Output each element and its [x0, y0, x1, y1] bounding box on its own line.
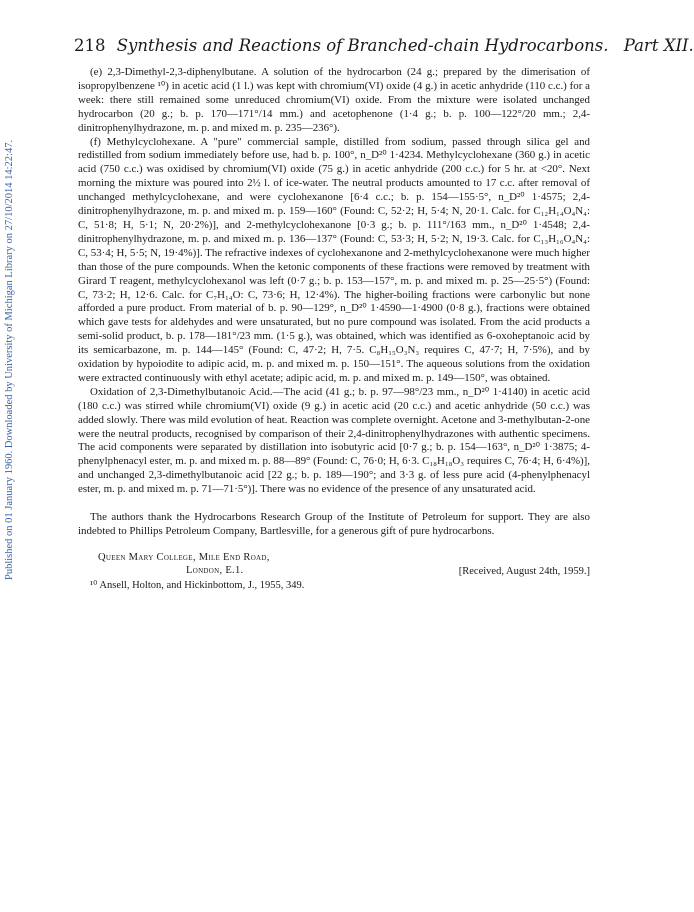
- running-title: Synthesis and Reactions of Branched-chain Hydrocarbons.: [116, 36, 609, 55]
- part-label: Part XII.: [623, 36, 694, 55]
- paragraph-dimethylbutanoic-acid-oxidation: Oxidation of 2,3-Dimethylbutanoic Acid.—The acid (41 g.; b. p. 97—98°/23 mm., n_D²⁰ 1·4140) in acetic acid (180 c.c.) was stirred while chromium(VI) oxide (9 g.) in acetic acid (20 c.c.) and acetic anhydride (50 c.c.) was added slowly. There was mild evolution of heat. Reaction was complete overnight. Acetone and 3-methylbutan-2-one were the neutral products, recognised by comparison of their 2,4-dinitrophenylhydrazones with authentic specimens. The acid components were separated by distillation into isobutyric acid [0·7 g.; b. p. 154—163°, n_D²⁰ 1·3875; 4-phenylphenacyl ester, m. p. and mixed m. p. 88—89° (Found: C, 76·0; H, 6·3. C₁₈H₁₈O₃ requires C, 76·4; H, 6·4%)], and unchanged 2,3-dimethylbutanoic acid [22 g.; b. p. 189—190°; and 3·3 g. of less pure acid (4-phenylphenacyl ester, m. p. and mixed m. p. 71—71·5°)]. There was no evidence of the presence of any unsaturated acid.: [78, 385, 590, 496]
- page-number: 218: [74, 36, 106, 55]
- acknowledgements: The authors thank the Hydrocarbons Research Group of the Institute of Petroleum for support. They are also indebted to Phillips Petroleum Company, Bartlesville, for a generous gift of pure hydrocarbons.: [78, 511, 590, 537]
- article-body: [78, 66, 590, 593]
- paragraph-methylcyclohexane: (f) Methylcyclohexane. A "pure" commercial sample, distilled from sodium, passed through silica gel and redistilled from sodium immediately before use, had b. p. 100°, n_D²⁰ 1·4234. Methylcyclohexane (360 g.) in acetic acid (750 c.c.) was oxidised by chromium(VI) oxide (75 g.) in acetic anhydride (200 c.c.) for 5 hr. at <20°. Next morning the mixture was poured into 2½ l. of ice-water. The neutral products amounted to 17 c.c. after removal of unchanged methylcyclohexane, and were cyclohexanone [6·4 c.c.; b. p. 154—155·5°, n_D²⁰ 1·4575; 2,4-dinitrophenylhydrazone, m. p. and mixed m. p. 159—160° (Found: C, 52·2; H, 5·4; N, 20·1. Calc. for C₁₂H₁₄O₄N₄: C, 51·8; H, 5·1; N, 20·2%)], and 2-methylcyclohexanone [0·3 g.; b. p. 111°/163 mm., n_D²⁰ 1·4548; 2,4-dinitrophenylhydrazone, m. p. and mixed m. p. 136—137° (Found: C, 53·3; H, 5·2; N, 19·3. Calc. for C₁₃H₁₆O₄N₄: C, 53·4; H, 5·5; N, 19·4%)]. The refractive indexes of cyclohexanone and 2-methylcyclohexanone were much higher than those of the pure compounds. When the ketonic components of these fractions were removed by treatment with Girard T reagent, methylcyclohexanol was left (0·7 g.; b. p. 153—157°, m. p. and mixed m. p. 25—25·5°) (Found: C, 73·2; H, 12·6. Calc. for C₇H₁₄O: C, 73·6; H, 12·4%). The higher-boiling fractions were carbonylic but none afforded a pure product. From material of b. p. 90—129°, n_D²⁰ 1·4590—1·4900 (0·8 g.), fractions were obtained which gave tests for aldehydes and were unsaturated, but no pure compound was isolated. From the acid products a semi-solid product, b. p. 178—181°/23 mm. (1·5 g.), was obtained, which was identified as 6-oxoheptanoic acid by its semicarbazone, m. p. 144—145° (Found: C, 47·2; H, 7·5. C₈H₁₅O₃N₃ requires C, 47·7; H, 7·5%), and by oxidation by hypoiodite to adipic acid, m. p. and mixed m. p. 150—151°. The aqueous solutions from the oxidation were extracted continuously with ethyl acetate; adipic acid, m. p. and mixed m. p. 149—150°, was obtained.: [78, 135, 590, 384]
- address-line-2: London, E.1.: [186, 564, 244, 576]
- paragraph-dimethyl-diphenylbutane: (e) 2,3-Dimethyl-2,3-diphenylbutane. A solution of the hydrocarbon (24 g.; prepared by the dimerisation of isopropylbenzene ¹⁰) in acetic acid (1 l.) was kept with chromium(VI) oxide (4 g.) in acetic anhydride (110 c.c.) for a week: there still remained some unreduced chromium(VI) oxide. From the mixture were isolated unchanged hydrocarbon (20 g.; b. p. 170—171°/14 mm.) and acetophenone (1·4 g.; b. p. 100—122°/20 mm.; 2,4-dinitrophenylhydrazone, m. p. and mixed m. p. 235—236°).: [78, 66, 590, 134]
- received-date: [Received, August 24th, 1959.]: [458, 565, 590, 577]
- affiliation-block: [78, 551, 590, 579]
- institution-address: [98, 551, 270, 577]
- footnote-reference: ¹⁰ Ansell, Holton, and Hickinbottom, J., 1955, 349.: [90, 579, 305, 591]
- running-header: [74, 36, 694, 55]
- download-watermark-text: Published on 01 January 1960. Downloaded by University of Michigan Library on 27/10/2014 14:22:47.: [4, 139, 15, 580]
- address-line-1: Queen Mary College, Mile End Road,: [98, 551, 270, 563]
- download-watermark: [0, 110, 22, 590]
